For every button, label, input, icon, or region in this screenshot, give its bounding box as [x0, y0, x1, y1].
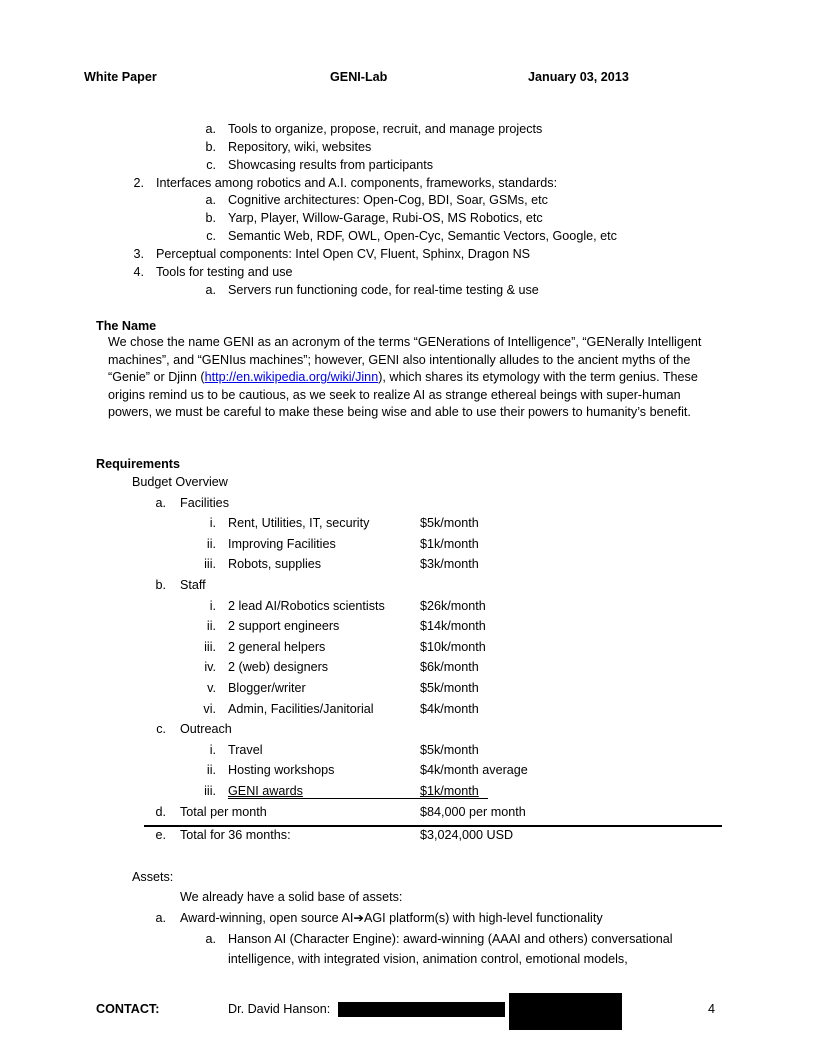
budget-marker: iii.: [204, 640, 216, 654]
total-36-months-label: Total for 36 months:: [180, 828, 291, 842]
list-item: Perceptual components: Intel Open CV, Fluent, Sphinx, Dragon NS: [156, 247, 531, 261]
budget-marker: e.: [155, 828, 166, 842]
budget-marker: iii.: [204, 557, 216, 571]
total-36-months-amount: $3,024,000 USD: [420, 828, 514, 842]
list-marker: c.: [206, 229, 216, 243]
budget-item-amount: $4k/month average: [420, 763, 528, 777]
list-item: Yarp, Player, Willow-Garage, Rubi-OS, MS Robotics, etc: [228, 211, 543, 225]
list-marker: a.: [205, 122, 216, 136]
budget-item-label: Rent, Utilities, IT, security: [228, 516, 370, 530]
asset-item: [180, 910, 603, 927]
total-per-month-label: Total per month: [180, 805, 267, 819]
budget-item-label: Blogger/writer: [228, 681, 306, 695]
redaction-bar: [338, 1002, 505, 1017]
name-paragraph: [108, 334, 723, 422]
contact-name: Dr. David Hanson:: [228, 1002, 331, 1016]
redaction-block: [509, 993, 622, 1030]
budget-item-label: Hosting workshops: [228, 763, 335, 777]
name-paragraph-text: We chose the name GENI as an acronym of the terms “GENerations of Intelligence”, “GENerally Intelligent machines”, and “GENIus machines”; however, GENI also intentionally alludes to the ancient myths of the “Genie” or Djinn (: [108, 335, 702, 385]
budget-category: Facilities: [180, 496, 229, 510]
budget-item-label: Admin, Facilities/Janitorial: [228, 702, 374, 716]
budget-item-amount: $5k/month: [420, 516, 479, 530]
list-item: Interfaces among robotics and A.I. components, frameworks, standards:: [156, 176, 558, 190]
budget-marker: iv.: [204, 660, 216, 674]
budget-marker: iii.: [204, 784, 216, 798]
contact-label: CONTACT:: [96, 1002, 160, 1016]
budget-item-label: 2 (web) designers: [228, 660, 329, 674]
budget-item-amount: $5k/month: [420, 743, 479, 757]
assets-intro: We already have a solid base of assets:: [180, 890, 403, 904]
budget-item-amount: $5k/month: [420, 681, 479, 695]
budget-item-amount: $4k/month: [420, 702, 479, 716]
total-per-month-amount: $84,000 per month: [420, 805, 526, 819]
budget-item-amount: $1k/month: [420, 537, 479, 551]
assets-heading: Assets:: [132, 870, 174, 884]
list-item: Cognitive architectures: Open-Cog, BDI, Soar, GSMs, etc: [228, 193, 548, 207]
list-item: Tools for testing and use: [156, 265, 293, 279]
wikipedia-link[interactable]: http://en.wikipedia.org/wiki/Jinn: [204, 370, 379, 385]
list-marker: 2.: [133, 176, 144, 190]
subtotal-underline: [228, 798, 488, 799]
budget-category: Outreach: [180, 722, 232, 736]
header-date: January 03, 2013: [528, 70, 629, 84]
list-marker: a.: [155, 911, 166, 925]
budget-item-amount: $26k/month: [420, 599, 486, 613]
list-marker: 3.: [133, 247, 144, 261]
budget-item-label: 2 support engineers: [228, 619, 340, 633]
budget-overview-title: Budget Overview: [132, 475, 228, 489]
list-marker: b.: [205, 140, 216, 154]
page-number: 4: [708, 1002, 716, 1016]
arrow-icon: ➔: [353, 911, 364, 925]
list-item: Tools to organize, propose, recruit, and manage projects: [228, 122, 543, 136]
budget-marker: b.: [155, 578, 166, 592]
list-marker: a.: [205, 193, 216, 207]
budget-marker: d.: [155, 805, 166, 819]
list-marker: b.: [205, 211, 216, 225]
budget-marker: a.: [155, 496, 166, 510]
asset-item-text: Award-winning, open source AI: [180, 911, 354, 925]
list-item: Servers run functioning code, for real-time testing & use: [228, 283, 539, 297]
budget-item-label: Travel: [228, 743, 263, 757]
budget-item-amount: $3k/month: [420, 557, 479, 571]
budget-marker: c.: [156, 722, 166, 736]
list-item: Showcasing results from participants: [228, 158, 434, 172]
budget-marker: v.: [207, 681, 216, 695]
budget-item-label: 2 lead AI/Robotics scientists: [228, 599, 385, 613]
list-marker: a.: [205, 932, 216, 946]
list-item: Semantic Web, RDF, OWL, Open-Cyc, Semantic Vectors, Google, etc: [228, 229, 617, 243]
header-left: White Paper: [84, 70, 157, 84]
list-marker: c.: [206, 158, 216, 172]
budget-marker: ii.: [206, 537, 216, 551]
budget-item-label: 2 general helpers: [228, 640, 326, 654]
budget-marker: i.: [209, 516, 216, 530]
budget-item-label: GENI awards: [228, 784, 303, 798]
budget-marker: i.: [209, 599, 216, 613]
asset-item-text-cont: AGI platform(s) with high-level functionality: [363, 911, 603, 925]
budget-marker: i.: [209, 743, 216, 757]
budget-marker: ii.: [206, 619, 216, 633]
budget-item-label: Improving Facilities: [228, 537, 336, 551]
list-marker: 4.: [133, 265, 144, 279]
name-paragraph-text-cont: ), which shares its etymology with the term genius. These origins remind us to be cautious, as we seek to realize AI as strange ethereal beings with super-human powers, we must be careful to make these being wise and able to use their powers to humanity’s benefit.: [108, 370, 698, 420]
budget-item-amount: $1k/month: [420, 784, 479, 798]
budget-marker: vi.: [203, 702, 216, 716]
budget-marker: ii.: [206, 763, 216, 777]
asset-subitem-line: Hanson AI (Character Engine): award-winning (AAAI and others) conversational: [228, 932, 673, 946]
budget-item-amount: $6k/month: [420, 660, 479, 674]
asset-subitem-line: intelligence, with integrated vision, animation control, emotional models,: [228, 952, 628, 966]
budget-item-label: Robots, supplies: [228, 557, 322, 571]
header-center: GENI-Lab: [330, 70, 388, 84]
budget-item-amount: $10k/month: [420, 640, 486, 654]
section-heading-name: The Name: [96, 319, 157, 333]
list-marker: a.: [205, 283, 216, 297]
section-heading-requirements: Requirements: [96, 457, 180, 471]
budget-category: Staff: [180, 578, 206, 592]
list-item: Repository, wiki, websites: [228, 140, 372, 154]
budget-item-amount: $14k/month: [420, 619, 486, 633]
